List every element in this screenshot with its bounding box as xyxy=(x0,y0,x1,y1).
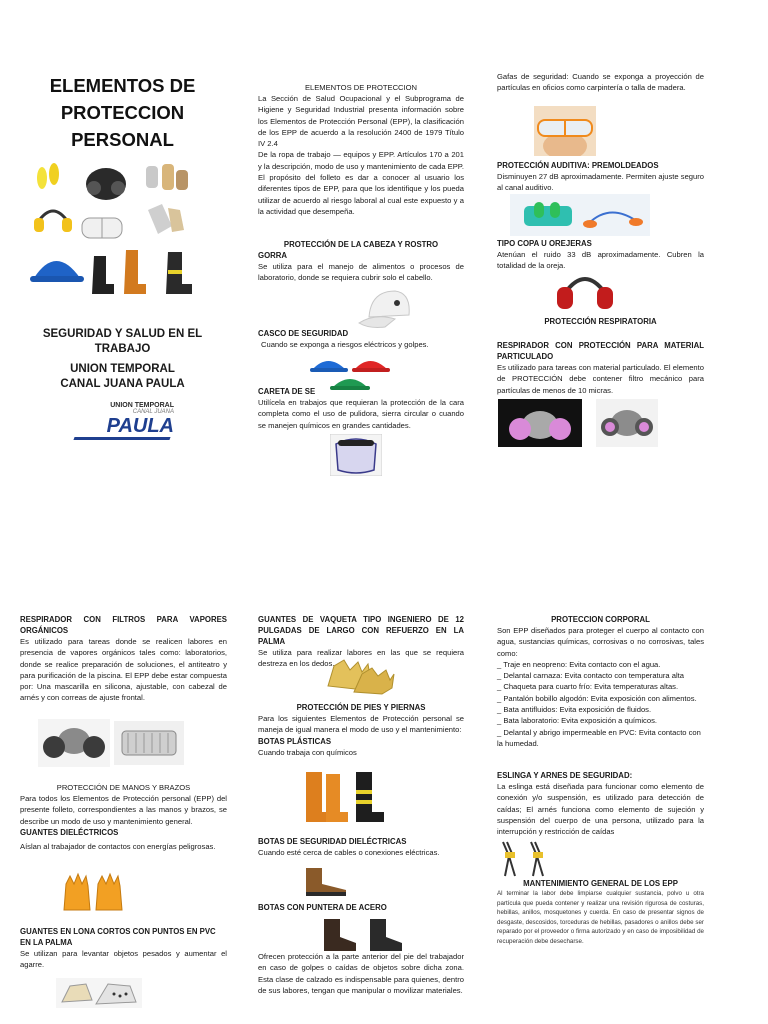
earmuffs-image xyxy=(555,271,615,311)
filtros-title: RESPIRADOR CON FILTROS PARA VAPORES ORGÁNICOS xyxy=(20,615,227,635)
lona-text: Se utilizan para levantar objetos pesados y aumentar el agarre. xyxy=(20,949,227,970)
eslinga-text: La eslinga está diseñada para funcionar como elemento de conexión y/o suspensión, es utilizado para detección de caídas; El arnés funciona como elemento de sujeción y suspensión del cuerpo de una persona, utilizado para la interrupción y restricción de caídas xyxy=(497,782,704,837)
work-glove-icon xyxy=(148,204,184,234)
cover-subtitle: SEGURIDAD Y SALUD EN EL TRABAJO xyxy=(42,328,203,355)
goggles-icon xyxy=(82,218,122,238)
earplugs-icon xyxy=(37,163,59,189)
logo-top-text: UNION TEMPORAL xyxy=(110,402,174,409)
dielec-title: GUANTES DIELÉCTRICOS xyxy=(20,827,119,837)
copa-title: TIPO COPA U OREJERAS xyxy=(497,239,592,248)
careta-text: Utilícela en trabajos que requieran la protección de la cara completa como el uso de pulidora, sierra circular o cuando se manejen químicos en grandes cantidades. xyxy=(258,398,464,430)
face-shield-image xyxy=(330,434,382,476)
harness-image xyxy=(497,838,553,878)
list-item: _ Delantal carnaza: Evita contacto con temperatura alta xyxy=(497,671,684,681)
dielectric-boots-image xyxy=(300,862,356,898)
steel-toe-boots-image xyxy=(318,915,408,955)
manos-title: PROTECCIÓN DE MANOS Y BRAZOS xyxy=(56,783,191,792)
copa-text: Atenúan el ruido 33 dB aproximadamente. Cubren la totalidad de la oreja. xyxy=(497,250,704,271)
cover-company: UNION TEMPORAL CANAL JUANA PAULA xyxy=(60,363,185,390)
cover-title: ELEMENTOS DE PROTECCION PERSONAL xyxy=(49,75,196,150)
canvas-gloves-image xyxy=(56,978,142,1008)
logo-mid-text: CANAL JUANA xyxy=(132,409,174,415)
vaqueta-title: GUANTES DE VAQUETA TIPO INGENIERO DE 12 PULGADAS DE LARGO CON REFUERZO EN LA PALMA xyxy=(258,615,464,646)
pies-title: PROTECCIÓN DE PIES Y PIERNAS xyxy=(296,703,426,712)
logo-underline xyxy=(73,437,170,440)
pies-text: Para los siguientes Elementos de Protección personal se maneja de igual manera el modo de uso y el mantenimiento: xyxy=(258,714,464,735)
puntera-text: Ofrecen protección a la parte anterior del pie del trabajador en caso de golpes o caídas de objetos sobre dicha zona. Esta clase de calzado es indispensable para quienes, dentro de sus labores, tengan que manipular o movilizar materiales. xyxy=(258,952,464,995)
half-mask-image xyxy=(596,399,658,447)
corporal-text: Son EPP diseñados para proteger el cuerpo al contacto con agua, sustancias químicas, corrosivas o no corrosivas, tales como: xyxy=(497,626,704,658)
mant-text: Al terminar la labor debe limpiarse cualquier sustancia, polvo u otra partícula que pueda contener y realizar una revisión rigurosa de costuras, hebillas, anillos, mosquetones y cuerda. En caso de presentar signos de desgaste, descosidos, torceduras de hebillas, pasadores o anillos debe ser reparado por el proveedor o firma autorizado y en caso de imposibilidad de recuperación debe desecharse. xyxy=(497,890,704,945)
manos-text: Para todos los Elementos de Protección personal (EPP) del presente folleto, correspondientes a las manos y brazos, se describe un modo de uso y mantenimiento general. xyxy=(20,794,227,826)
gloves-icon xyxy=(146,164,188,190)
mant-title: MANTENIMIENTO GENERAL DE LOS EPP xyxy=(523,879,678,888)
casco-text: Cuando se exponga a riesgos eléctricos y golpes. xyxy=(261,340,429,349)
dielectric-gloves-image xyxy=(60,872,126,912)
earplugs-image xyxy=(510,194,650,236)
company-logo xyxy=(70,402,180,458)
epp-collage-image xyxy=(28,160,208,300)
dielec-text: Aíslan al trabajador de contactos con energías peligrosas. xyxy=(20,841,216,851)
safety-glasses-image xyxy=(534,106,596,156)
eslinga-title: ESLINGA Y ARNES DE SEGURIDAD: xyxy=(497,771,633,780)
gorra-text: Se utiliza para el manejo de alimentos o procesos de laboratorio, donde se requiera cubrir solo el cabello. xyxy=(258,262,464,283)
list-item: _ Bata antifluidos: Evita exposición de fluidos. xyxy=(497,705,652,715)
particulate-respirator-image xyxy=(498,399,582,447)
resp-text: Es utilizado para tareas con material particulado. El elemento de PROTECCIÓN debe contener filtro mecánico para partículas de menos de 10 micras. xyxy=(497,363,704,395)
corporal-title: PROTECCION CORPORAL xyxy=(551,615,650,624)
plasticas-text: Cuando trabaja con químicos xyxy=(258,747,357,757)
filtros-text: Es utilizado para tareas donde se realicen labores en presencia de vapores orgánicos tales como: laboratorios, donde se realice preparación de soluciones, el antiteatro y para purificación de la piscina. El EPP debe estar compuesta por: Una mascarilla en silicona, ajustable, con cabezal de arnés y con correas de ajuste frontal. xyxy=(20,637,227,703)
respirator-icon xyxy=(86,168,126,200)
gafas-text: Gafas de seguridad: Cuando se exponga a proyección de partículas en oficios como carpintería o talla de madera. xyxy=(497,72,704,93)
helmet-icon xyxy=(30,261,84,282)
filter-cartridge-image xyxy=(114,721,184,765)
earmuffs-icon xyxy=(34,211,72,232)
resp-sub: RESPIRADOR CON PROTECCIÓN PARA MATERIAL PARTICULADO xyxy=(497,341,704,361)
resp-title: PROTECCIÓN RESPIRATORIA xyxy=(544,317,657,326)
intro-text: La Sección de Salud Ocupacional y el Subprograma de Higiene y Seguridad Industrial presenta información sobre los Elementos de Protección Personal (EPP), la clasificación de los EPP de acuerdo a la resolución 2400 de 1979 Título IV 2.4 xyxy=(258,94,464,149)
auditiva-text: Disminuyen 27 dB aproximadamente. Permiten ajuste seguro al canal auditivo. xyxy=(497,172,704,193)
list-item: _ Pantalón bobillo algodón: Evita exposición con alimentos. xyxy=(497,693,697,703)
list-item: _ Chaqueta para cuarto frío: Evita temperaturas altas. xyxy=(497,682,679,692)
leather-gloves-image xyxy=(324,656,396,696)
gorra-title: GORRA xyxy=(258,251,288,260)
puntera-title: BOTAS CON PUNTERA DE ACERO xyxy=(258,903,387,912)
plastic-boots-image xyxy=(300,768,390,824)
plasticas-title: BOTAS PLÁSTICAS xyxy=(258,736,332,746)
lona-title: GUANTES EN LONA CORTOS CON PUNTOS EN PVC EN LA PALMA xyxy=(20,927,216,947)
auditiva-title: PROTECCIÓN AUDITIVA: PREMOLDEADOS xyxy=(497,161,659,170)
intro-text-2: De la ropa de trabajo — equipos y EPP. Artículos 170 a 201 y la descripción, modo de uso y mantenimiento de cada EPP. El propósito del folleto es dar a conocer al usuario los diferentes tipos de EPP, para que los identifique y los pueda utilizar de acuerdo al riesgo laboral al cual este expuesto y a la actividad que desempeña. xyxy=(258,150,464,216)
casco-title: CASCO DE SEGURIDAD xyxy=(258,329,349,338)
logo-main-text: PAULA xyxy=(106,415,174,437)
list-item: _ Traje en neopreno: Evita contacto con el agua. xyxy=(497,659,661,669)
dielec-boots-title: BOTAS DE SEGURIDAD DIELÉCTRICAS xyxy=(258,837,407,846)
corporal-list xyxy=(497,659,704,749)
vaqueta-text: Se utiliza para realizar labores en las que se requiera destreza en los dedos. xyxy=(258,648,464,669)
boots-icon xyxy=(92,250,192,294)
head-protection-title: PROTECCIÓN DE LA CABEZA Y ROSTRO xyxy=(283,240,439,249)
vapor-respirator-image xyxy=(38,719,110,767)
list-item: _ Delantal y abrigo impermeable en PVC: Evita contacto con la humedad. xyxy=(497,727,701,748)
intro-title: ELEMENTOS DE PROTECCION xyxy=(304,83,418,92)
careta-title: CARETA DE SE xyxy=(258,387,316,396)
dielec-boots-text: Cuando esté cerca de cables o conexiones eléctricas. xyxy=(258,848,440,857)
list-item: _ Bata laboratorio: Evita exposición a químicos. xyxy=(497,716,657,726)
